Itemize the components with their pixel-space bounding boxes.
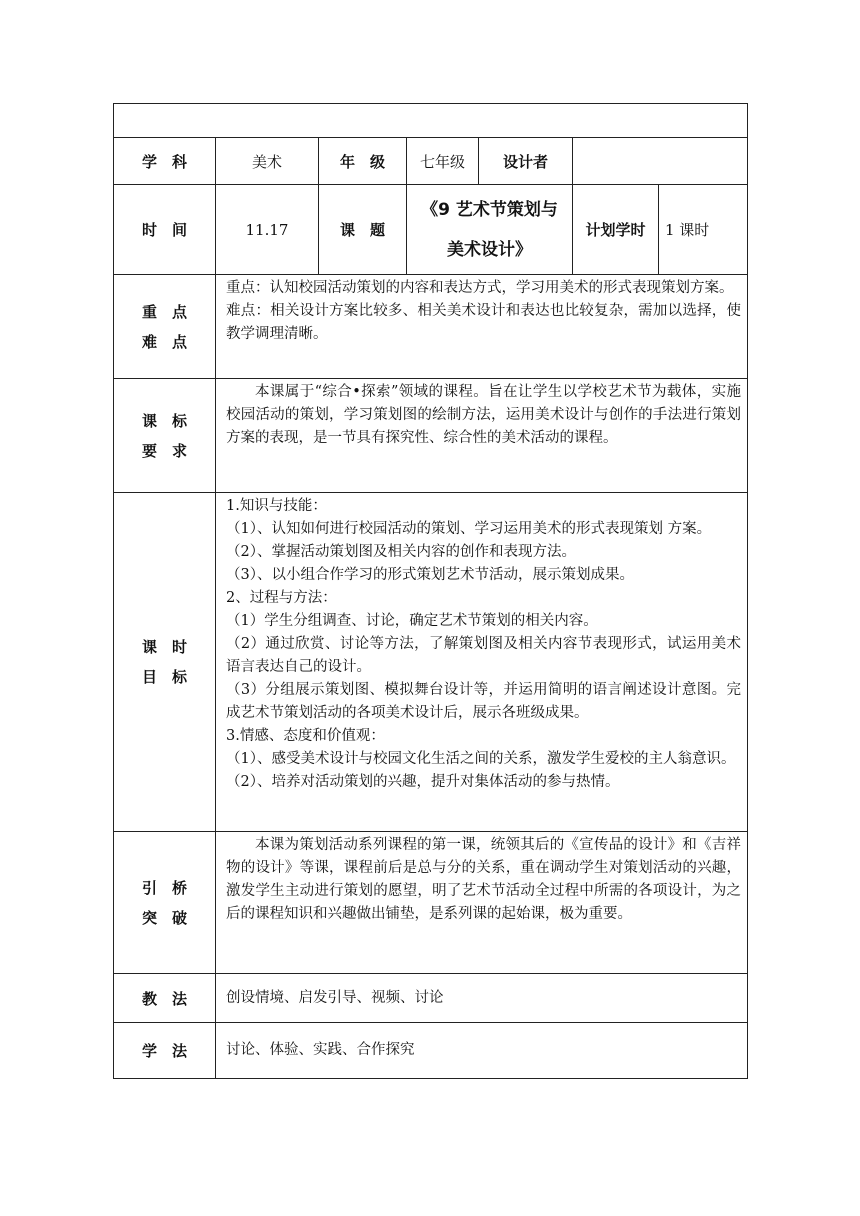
focus-difficulty-row	[114, 275, 748, 379]
breakthrough-label	[114, 832, 216, 974]
objective-line: （1）、感受美术设计与校园文化生活之间的关系，激发学生爱校的主人翁意识。	[226, 751, 736, 767]
planned-hours-value: 1 课时	[659, 185, 748, 275]
grade-label: 年 级	[319, 138, 407, 185]
objectives-row	[114, 493, 748, 832]
objective-line: （1）、认知如何进行校园活动的策划、学习运用美术的形式表现策划 方案。	[226, 521, 712, 537]
objective-line: （2）、掌握活动策划图及相关内容的创作和表现方法。	[226, 544, 576, 560]
time-value: 11.17	[216, 185, 319, 275]
objective-line: 2、过程与方法：	[226, 590, 337, 606]
breakthrough-row	[114, 832, 748, 974]
teaching-method-label: 教 法	[114, 974, 216, 1023]
subject-value: 美术	[216, 138, 319, 185]
planned-hours-label: 计划学时	[573, 185, 659, 275]
topic-title	[407, 185, 573, 275]
objective-line: （3）、以小组合作学习的形式策划艺术节活动，展示策划成果。	[226, 567, 634, 583]
breakthrough-content	[216, 832, 748, 974]
focus-difficulty-content	[216, 275, 748, 379]
focus-difficulty-label	[114, 275, 216, 379]
time-row	[114, 185, 748, 275]
focus-text: 重点：认知校园活动策划的内容和表达方式，学习用美术的形式表现策划方案。	[226, 280, 734, 296]
teaching-method-row	[114, 974, 748, 1023]
teaching-method-content: 创设情境、启发引导、视频、讨论	[216, 974, 748, 1023]
difficulty-label: 难 点	[141, 332, 187, 351]
breakthrough-text: 本课为策划活动系列课程的第一课，统领其后的《宣传品的设计》和《吉祥物的设计》等课，课程前后是总与分的关系，重在调动学生对策划活动的兴趣，激发学生主动进行策划的愿望，明了艺术节活动全过程中所需的各项设计，为之后的课程知识和兴趣做出铺垫，是系列课的起始课，极为重要。	[226, 837, 742, 922]
blank-header-cell	[114, 104, 748, 138]
topic-title-line2: 美术设计》	[447, 239, 532, 260]
learning-method-label: 学 法	[114, 1023, 216, 1079]
objectives-label-line1: 课 时	[141, 638, 187, 656]
lesson-plan-table	[113, 103, 748, 1079]
difficulty-text: 难点：相关设计方案比较多、相关美术设计和表达也比较复杂，需加以选择，使教学调理清晰。	[226, 303, 742, 342]
standards-text: 本课属于“综合•探索”领域的课程。旨在让学生以学校艺术节为载体，实施校园活动的策划，学习策划图的绘制方法，运用美术设计与创作的手法进行策划方案的表现，是一节具有探究性、综合性的美术活动的课程。	[226, 384, 742, 446]
designer-label: 设计者	[479, 138, 573, 185]
standards-label	[114, 379, 216, 493]
time-label: 时 间	[114, 185, 216, 275]
topic-label: 课 题	[319, 185, 407, 275]
learning-method-content: 讨论、体验、实践、合作探究	[216, 1023, 748, 1079]
breakthrough-label-line1: 引 桥	[141, 878, 187, 897]
objective-line: 3.情感、态度和价值观：	[226, 728, 385, 744]
standards-label-line1: 课 标	[141, 411, 187, 430]
breakthrough-label-line2: 突 破	[141, 908, 187, 927]
designer-value	[573, 138, 748, 185]
standards-content	[216, 379, 748, 493]
objectives-label	[114, 493, 216, 832]
subject-label: 学 科	[114, 138, 216, 185]
objective-line: （3）分组展示策划图、模拟舞台设计等，并运用简明的语言阐述设计意图。完成艺术节策划活动的各项美术设计后，展示各班级成果。	[226, 682, 742, 721]
blank-header-row	[114, 104, 748, 138]
focus-label: 重 点	[141, 302, 187, 321]
objectives-content	[216, 493, 748, 832]
learning-method-row	[114, 1023, 748, 1079]
objective-line: 1.知识与技能：	[226, 498, 327, 514]
grade-value: 七年级	[407, 138, 479, 185]
objective-line: （1）学生分组调查、讨论，确定艺术节策划的相关内容。	[226, 613, 598, 629]
standards-row	[114, 379, 748, 493]
objective-line: （2）、培养对活动策划的兴趣，提升对集体活动的参与热情。	[226, 774, 620, 790]
subject-row	[114, 138, 748, 185]
standards-label-line2: 要 求	[141, 441, 187, 460]
topic-title-line1: 《9 艺术节策划与	[421, 199, 558, 220]
objective-line: （2）通过欣赏、讨论等方法，了解策划图及相关内容节表现形式，试运用美术语言表达自己的设计。	[226, 636, 742, 675]
objectives-label-line2: 目 标	[141, 668, 187, 686]
